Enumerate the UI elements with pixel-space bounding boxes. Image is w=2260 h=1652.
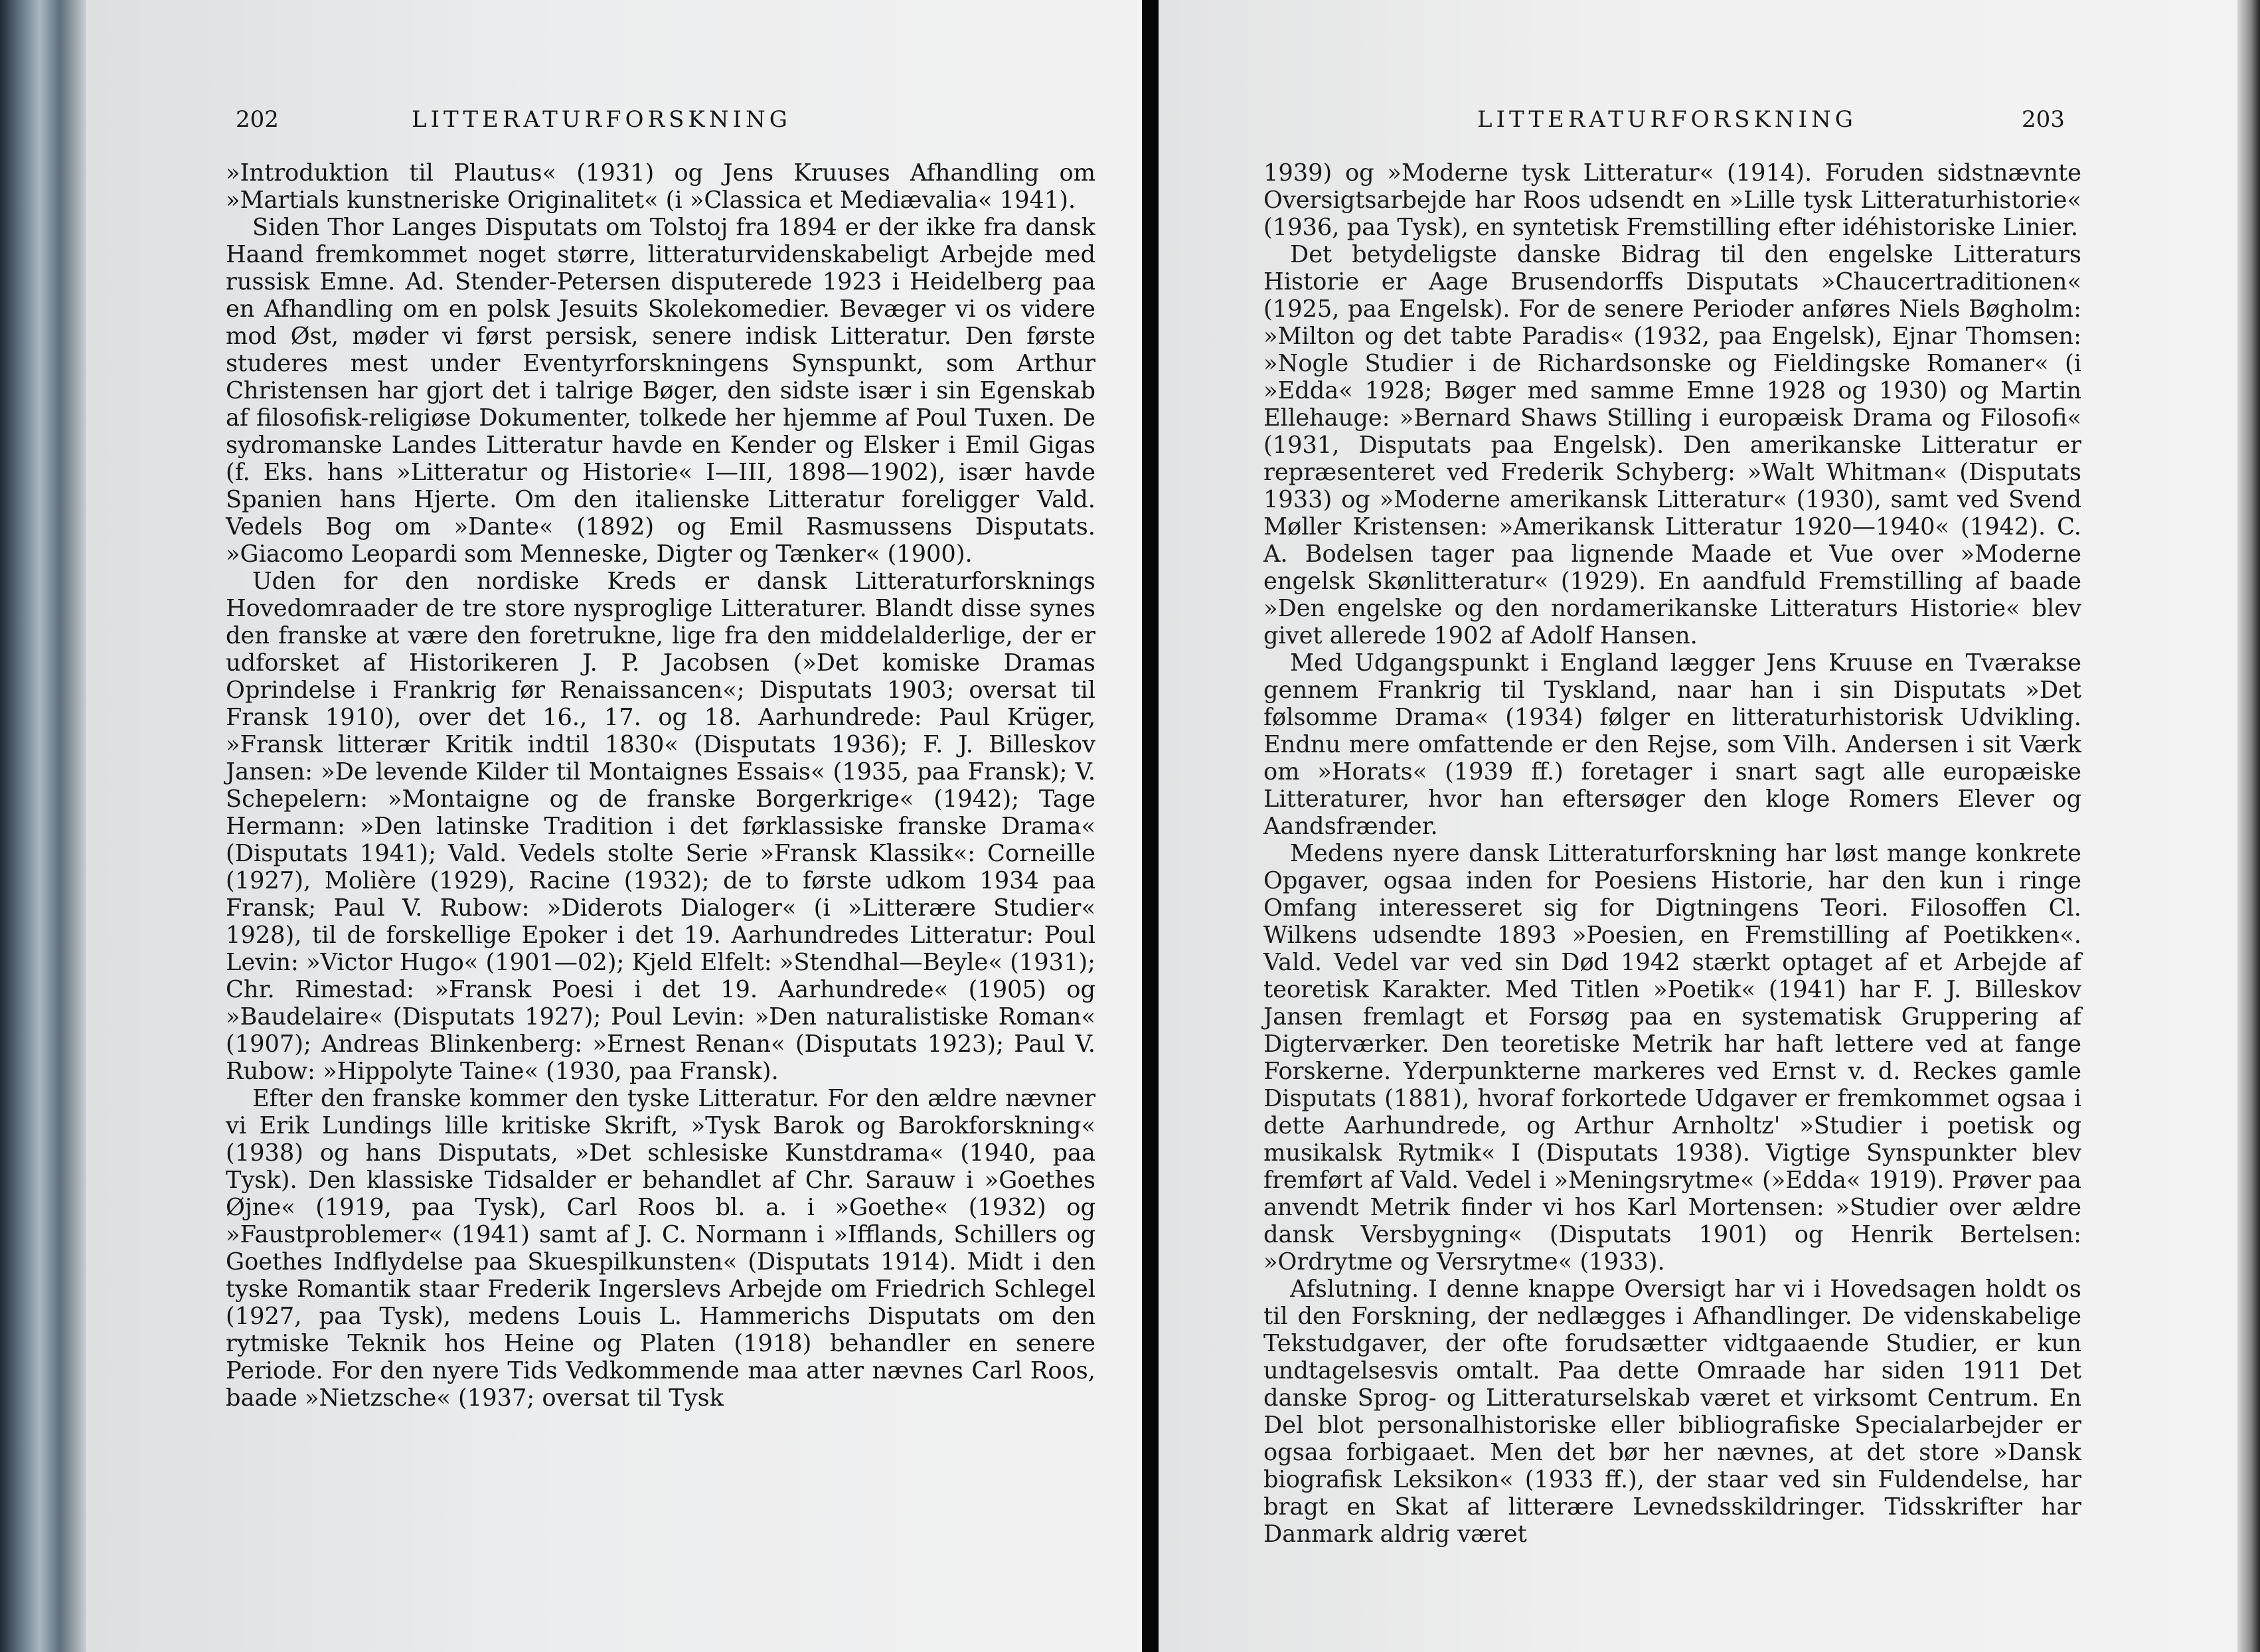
running-head: LITTERATURFORSKNING: [412, 106, 791, 133]
paragraph: 1939) og »Moderne tysk Litteratur« (1914). Foruden sidstnævnte Oversigtsarbejde har Roos udsendt en »Lille tysk Litteraturhistorie« (1936, paa Tysk), en syntetisk Fremstilling efter idéhistoriske Linier.: [1263, 159, 2081, 241]
paragraph: Medens nyere dansk Litteraturforskning har løst mange konkrete Opgaver, ogsaa inden for Poesiens Historie, har den kun i ringe Omfang interesseret sig for Digtningens Teori. Filosoffen Cl. Wilkens udsendte 1893 »Poesien, en Fremstilling af Poetikken«. Vald. Vedel var ved sin Død 1942 stærkt optaget af et Arbejde af teoretisk Karakter. Med Titlen »Poetik« (1941) har F. J. Billeskov Jansen fremlagt et Forsøg paa en systematisk Gruppering af Digterværker. Den teoretiske Metrik har haft lettere ved at fange Forskerne. Yderpunkterne markeres ved Ernst v. d. Reckes gamle Disputats (1881), hvoraf forkortede Udgaver er fremkommet ogsaa i dette Aarhundrede, og Arthur Arnholtz' »Studier i poetisk og musikalsk Rytmik« I (Disputats 1938). Vigtige Synspunkter blev fremført af Vald. Vedel i »Meningsrytme« (»Edda« 1919). Prøver paa anvendt Metrik finder vi hos Karl Mortensen: »Studier over ældre dansk Versbygning« (Disputats 1901) og Henrik Bertelsen: »Ordrytme og Versrytme« (1933).: [1263, 840, 2081, 1276]
body-text: [226, 159, 1095, 1412]
left-page: [86, 0, 1142, 1652]
paragraph: Afslutning. I denne knappe Oversigt har vi i Hovedsagen holdt os til den Forskning, der nedlægges i Afhandlinger. De videnskabelige Tekstudgaver, der ofte forudsætter vidtgaaende Studier, er kun undtagelsesvis omtalt. Paa dette Omraade har siden 1911 Det danske Sprog- og Litteraturselskab været et virksomt Centrum. En Del blot personalhistoriske eller bibliografiske Specialarbejder er ogsaa forbigaaet. Men det bør her nævnes, at det store »Dansk biografisk Leksikon« (1933 ff.), der staar ved sin Fuldendelse, har bragt en Skat af litterære Levnedsskildringer. Tidsskrifter har Danmark aldrig været: [1263, 1276, 2081, 1548]
page-edge: [2237, 0, 2260, 1652]
paragraph: »Introduktion til Plautus« (1931) og Jens Kruuses Afhandling om »Martials kunstneriske Originalitet« (i »Classica et Mediævalia« 1941).: [226, 159, 1095, 214]
paragraph: Det betydeligste danske Bidrag til den engelske Litteraturs Historie er Aage Brusendorffs Disputats »Chaucertraditionen« (1925, paa Engelsk). For de senere Perioder anføres Niels Bøgholm: »Milton og det tabte Paradis« (1932, paa Engelsk), Ejnar Thomsen: »Nogle Studier i de Richardsonske og Fieldingske Romaner« (i »Edda« 1928; Bøger med samme Emne 1928 og 1930) og Martin Ellehauge: »Bernard Shaws Stilling i europæisk Drama og Filosofi« (1931, Disputats paa Engelsk). Den amerikanske Litteratur er repræsenteret ved Frederik Schyberg: »Walt Whitman« (Disputats 1933) og »Moderne amerikansk Litteratur« (1930), samt ved Svend Møller Kristensen: »Amerikansk Litteratur 1920—1940« (1942). C. A. Bodelsen tager paa lignende Maade et Vue over »Moderne engelsk Skønlitteratur« (1929). En aandfuld Fremstilling af baade »Den engelske og den nordamerikanske Litteraturs Historie« blev givet allerede 1902 af Adolf Hansen.: [1263, 241, 2081, 649]
paragraph: Med Udgangspunkt i England lægger Jens Kruuse en Tværakse gennem Frankrig til Tyskland, naar han i sin Disputats »Det følsomme Drama« (1934) følger en litteraturhistorisk Udvikling. Endnu mere omfattende er den Rejse, som Vilh. Andersen i sit Værk om »Horats« (1939 ff.) foretager i snart sagt alle europæiske Litteraturer, hvor han eftersøger den kloge Romers Elever og Aandsfrænder.: [1263, 649, 2081, 840]
page-number: 202: [236, 106, 279, 133]
body-text: [1263, 159, 2081, 1548]
running-head: LITTERATURFORSKNING: [1477, 106, 1857, 133]
book-spine: [0, 0, 86, 1652]
right-page: [1159, 0, 2237, 1652]
paragraph: Efter den franske kommer den tyske Litteratur. For den ældre nævner vi Erik Lundings lille kritiske Skrift, »Tysk Barok og Barokforskning« (1938) og hans Disputats, »Det schlesiske Kunstdrama« (1940, paa Tysk). Den klassiske Tidsalder er behandlet af Chr. Sarauw i »Goethes Øjne« (1919, paa Tysk), Carl Roos bl. a. i »Goethe« (1932) og »Faustproblemer« (1941) samt af J. C. Normann i »Ifflands, Schillers og Goethes Indflydelse paa Skuespilkunsten« (Disputats 1914). Midt i den tyske Romantik staar Frederik Ingerslevs Arbejde om Friedrich Schlegel (1927, paa Tysk), medens Louis L. Hammerichs Disputats om den rytmiske Teknik hos Heine og Platen (1918) behandler en senere Periode. For den nyere Tids Vedkommende maa atter nævnes Carl Roos, baade »Nietzsche« (1937; oversat til Tysk: [226, 1085, 1095, 1412]
page-number: 203: [2022, 106, 2065, 133]
paragraph: Uden for den nordiske Kreds er dansk Litteraturforsknings Hovedomraader de tre store nysproglige Litteraturer. Blandt disse synes den franske at være den foretrukne, lige fra den middelalderlige, der er udforsket af Historikeren J. P. Jacobsen (»Det komiske Dramas Oprindelse i Frankrig før Renaissancen«; Disputats 1903; oversat til Fransk 1910), over det 16., 17. og 18. Aarhundrede: Paul Krüger, »Fransk litterær Kritik indtil 1830« (Disputats 1936); F. J. Billeskov Jansen: »De levende Kilder til Montaignes Essais« (1935, paa Fransk); V. Schepelern: »Montaigne og de franske Borgerkrige« (1942); Tage Hermann: »Den latinske Tradition i det førklassiske franske Drama« (Disputats 1941); Vald. Vedels stolte Serie »Fransk Klassik«: Corneille (1927), Molière (1929), Racine (1932); de to første udkom 1934 paa Fransk; Paul V. Rubow: »Diderots Dialoger« (i »Litterære Studier« 1928), til de forskellige Epoker i det 19. Aarhundredes Litteratur: Poul Levin: »Victor Hugo« (1901—02); Kjeld Elfelt: »Stendhal—Beyle« (1931); Chr. Rimestad: »Fransk Poesi i det 19. Aarhundrede« (1905) og »Baudelaire« (Disputats 1927); Poul Levin: »Den naturalistiske Roman« (1907); Andreas Blinkenberg: »Ernest Renan« (Disputats 1923); Paul V. Rubow: »Hippolyte Taine« (1930, paa Fransk).: [226, 568, 1095, 1085]
paragraph: Siden Thor Langes Disputats om Tolstoj fra 1894 er der ikke fra dansk Haand fremkommet noget større, litteraturvidenskabeligt Arbejde med russisk Emne. Ad. Stender-Petersen disputerede 1923 i Heidelberg paa en Afhandling om en polsk Jesuits Skolekomedier. Bevæger vi os videre mod Øst, møder vi først persisk, senere indisk Litteratur. Den første studeres mest under Eventyrforskningens Synspunkt, som Arthur Christensen har gjort det i talrige Bøger, den sidste især i sin Egenskab af filosofisk-religiøse Dokumenter, tolkede her hjemme af Poul Tuxen. De sydromanske Landes Litteratur havde en Kender og Elsker i Emil Gigas (f. Eks. hans »Litteratur og Historie« I—III, 1898—1902), især havde Spanien hans Hjerte. Om den italienske Litteratur foreligger Vald. Vedels Bog om »Dante« (1892) og Emil Rasmussens Disputats. »Giacomo Leopardi som Menneske, Digter og Tænker« (1900).: [226, 214, 1095, 568]
